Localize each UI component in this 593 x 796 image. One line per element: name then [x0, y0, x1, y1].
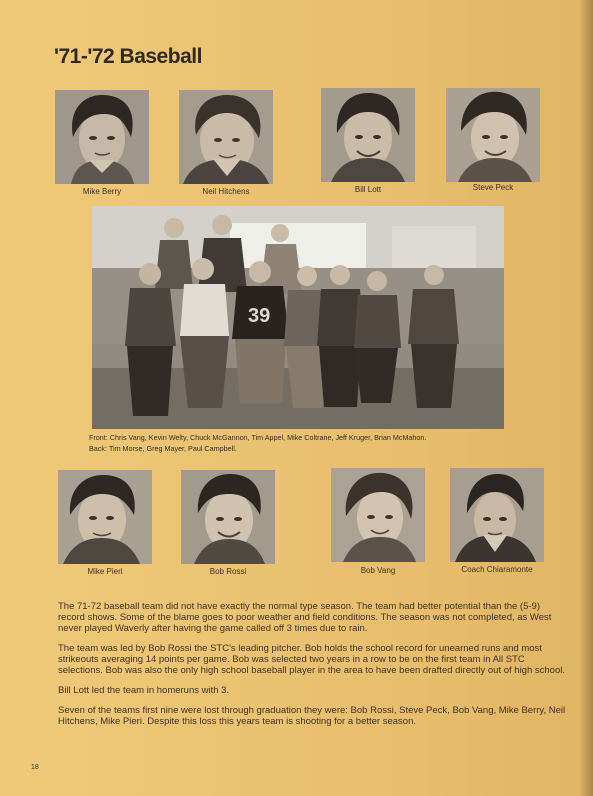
mike-pieri-photo	[58, 470, 152, 564]
portrait-caption-steve-peck: Steve Peck	[472, 183, 514, 192]
portrait-steve-peck	[446, 88, 540, 182]
portrait-mike-pieri	[58, 470, 152, 564]
team-caption-front-row: Front: Chris Vang, Kevin Welty, Chuck McGannon, Tim Appel, Mike Coltrane, Jeff Kruger, Brian McMahon.	[89, 433, 427, 442]
portrait-bob-vang	[331, 468, 425, 562]
portrait-caption-bob-rossi: Bob Rossi	[209, 567, 247, 576]
body-paragraph-4: Seven of the teams first nine were lost through graduation they were: Bob Rossi, Steve Peck, Bob Vang, Mike Berry, Neil Hitchens, Mike Pieri. Despite this loss this years team is shooting for a better season.	[58, 705, 566, 727]
portrait-coach-chiaramonte	[450, 468, 544, 562]
portrait-bill-lott	[321, 88, 415, 182]
portrait-bob-rossi	[181, 470, 275, 564]
team-photo	[92, 206, 504, 429]
page-title: '71-'72 Baseball	[54, 45, 202, 68]
portrait-caption-mike-pieri: Mike Pieri	[87, 567, 123, 576]
portrait-neil-hitchens	[179, 90, 273, 184]
body-paragraph-3: Bill Lott led the team in homeruns with 3.	[58, 685, 230, 696]
bill-lott-photo	[321, 88, 415, 182]
svg-text:39: 39	[248, 305, 271, 327]
portrait-caption-bill-lott: Bill Lott	[354, 185, 382, 194]
portrait-mike-berry	[55, 90, 149, 184]
baseball-team-group-photo	[92, 206, 504, 429]
portrait-caption-neil-hitchens: Neil Hitchens	[202, 187, 250, 196]
neil-hitchens-photo	[179, 90, 273, 184]
mike-berry-photo	[55, 90, 149, 184]
portrait-caption-coach-chiaramonte: Coach Chiaramonte	[461, 565, 533, 574]
team-photo-caption	[89, 432, 514, 454]
portrait-caption-mike-berry: Mike Berry	[82, 187, 122, 196]
back-row-players	[155, 215, 302, 294]
bob-rossi-photo	[181, 470, 275, 564]
steve-peck-photo	[446, 88, 540, 182]
page-number: 18	[31, 764, 39, 771]
page-binding-shadow	[579, 0, 593, 796]
article-body	[58, 601, 567, 736]
body-paragraph-2: The team was led by Bob Rossi the STC's leading pitcher. Bob holds the school record for unearned runs and most strikeouts averaging 14 points per game. Bob was selected two years in a row to be on the first team in All STC selections. Bob was also the only high school baseball player in the area to have been drafted directly out of high school.	[58, 643, 565, 676]
bob-vang-photo	[331, 468, 425, 562]
team-caption-back-row: Back: Tim Morse, Greg Mayer, Paul Campbell.	[89, 444, 237, 453]
portrait-caption-bob-vang: Bob Vang	[360, 566, 396, 575]
coach-chiaramonte-photo	[450, 468, 544, 562]
body-paragraph-1: The 71-72 baseball team did not have exactly the normal type season. The team had better potential than the (5-9) record shows. Some of the blame goes to poor weather and field conditions. The season was not completed, as West never played Waverly after having the game called off 3 times due to rain.	[58, 601, 552, 634]
